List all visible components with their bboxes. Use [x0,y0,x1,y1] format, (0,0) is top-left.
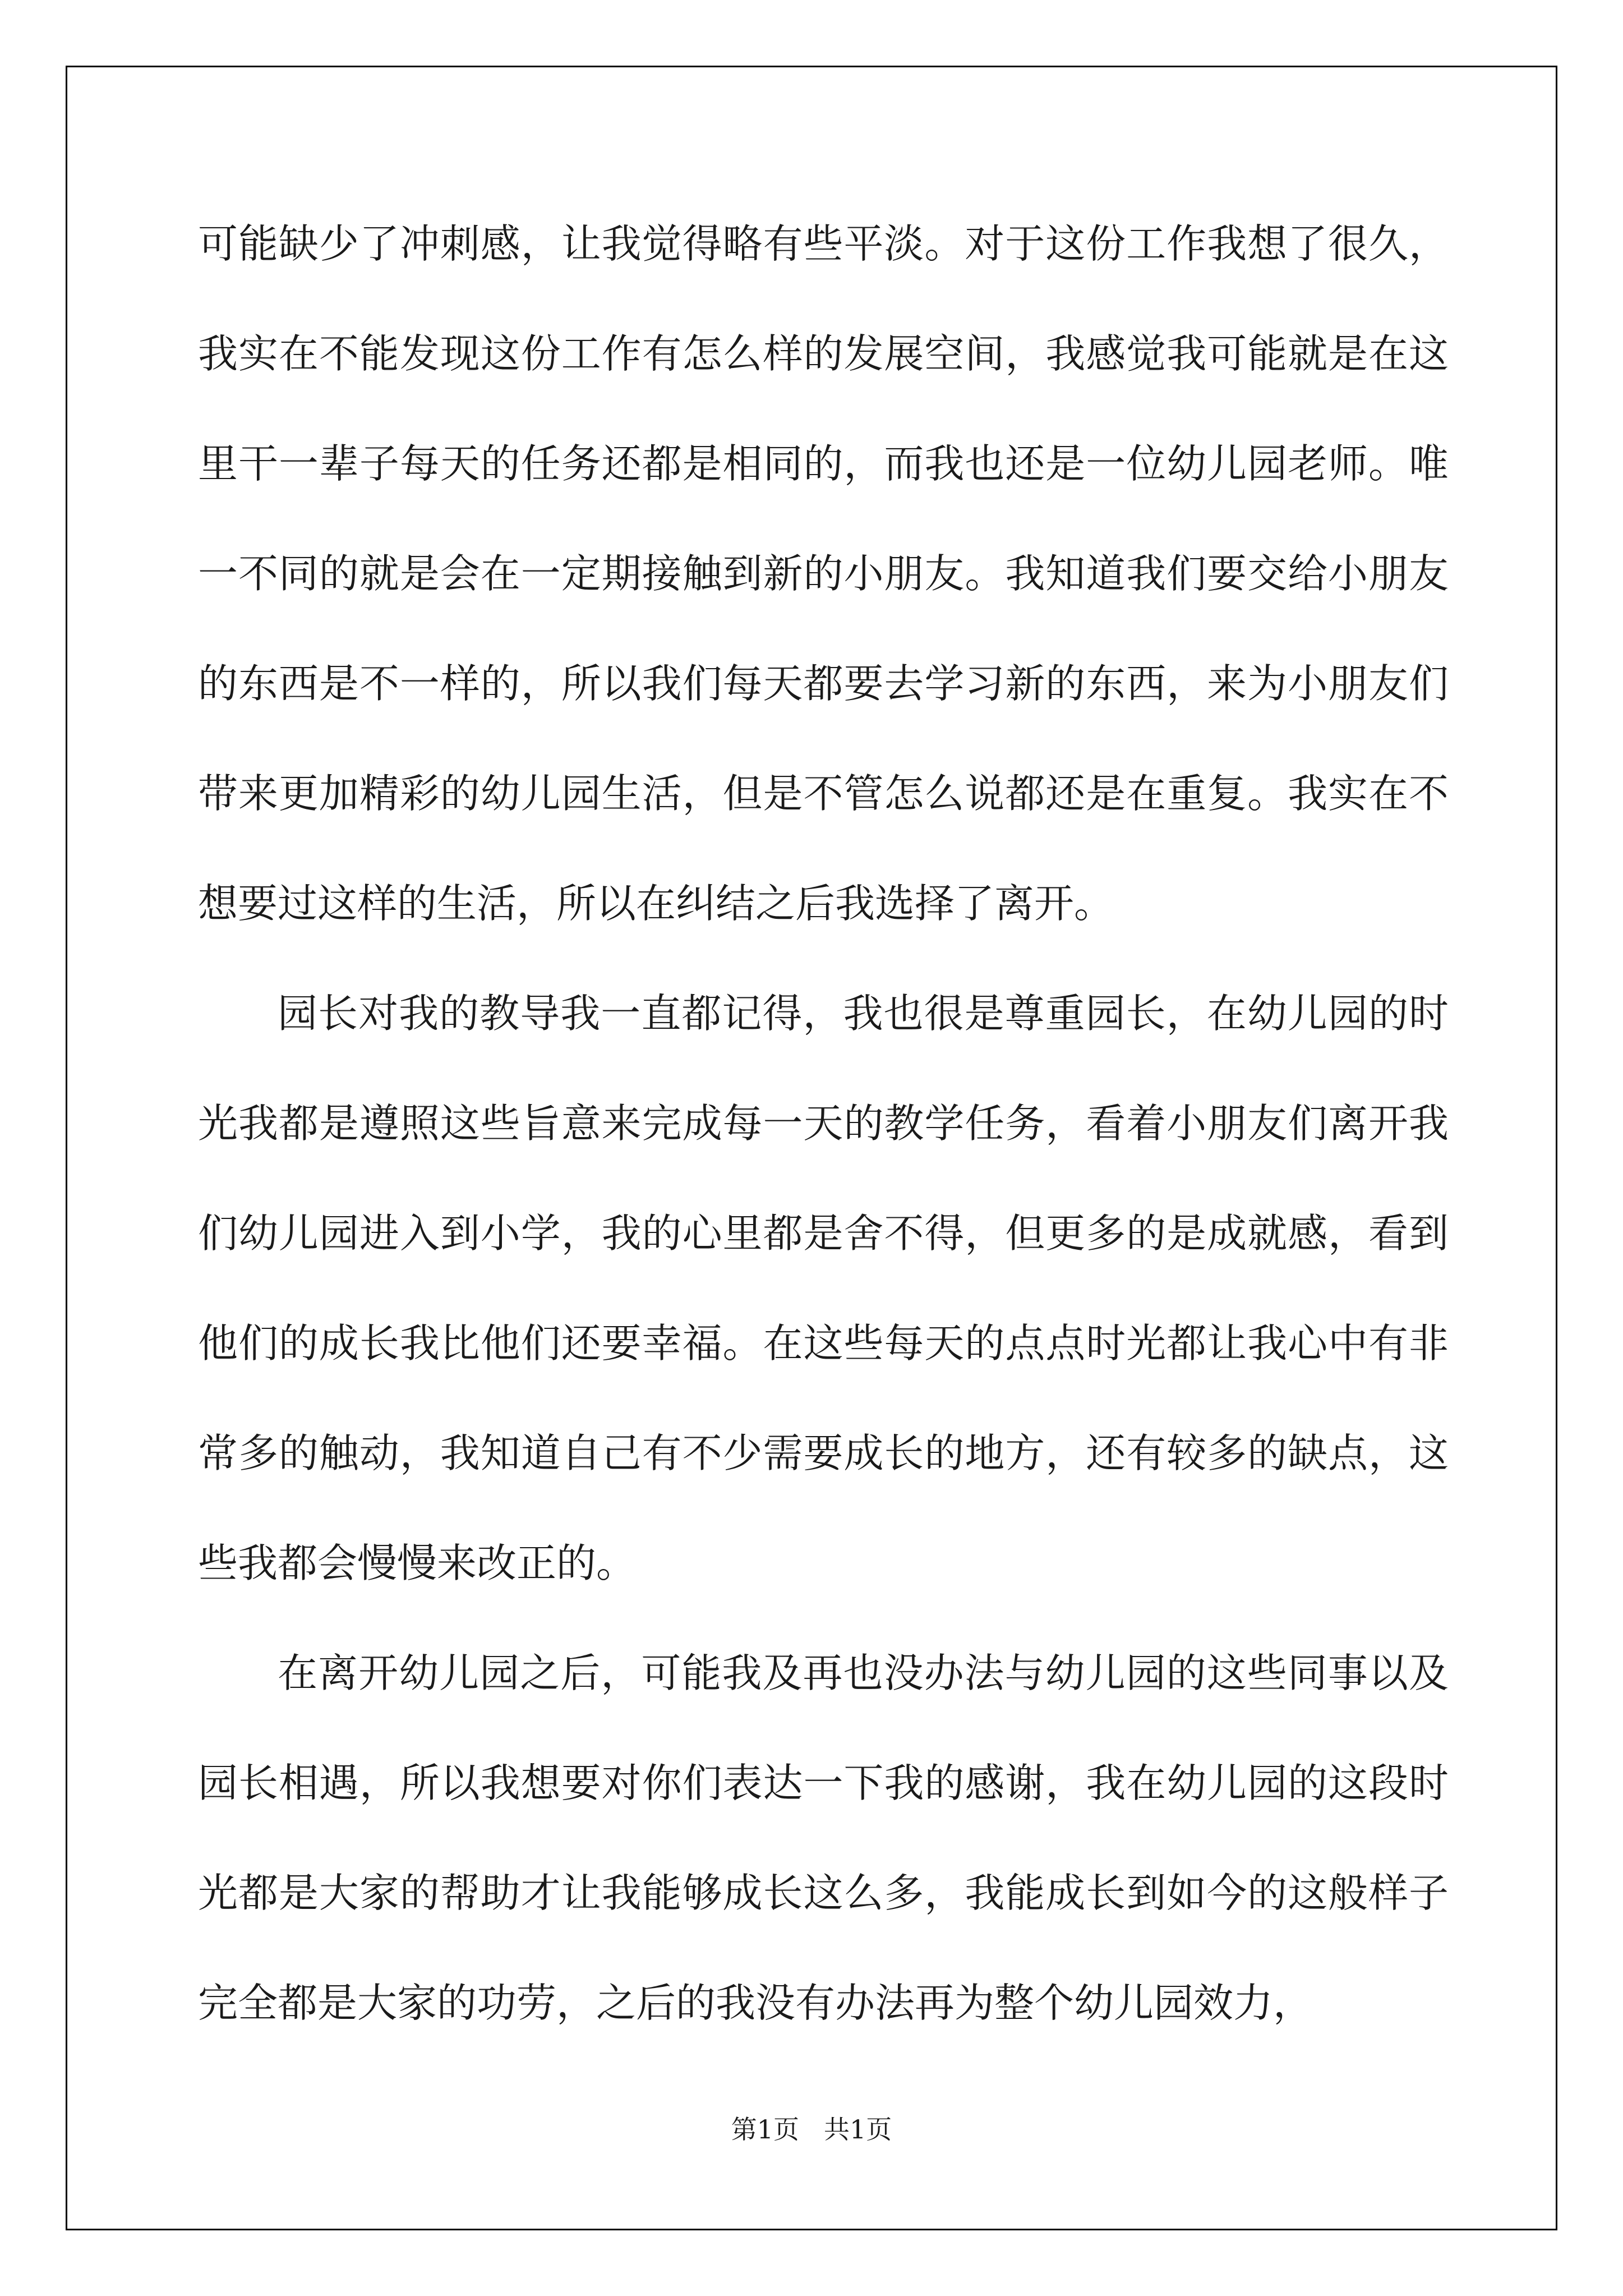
paragraph-2: 园长对我的教导我一直都记得，我也很是尊重园长，在幼儿园的时光我都是遵照这些旨意来完成每一天的教学任务，看着小朋友们离开我们幼儿园进入到小学，我的心里都是舍不得，但更多的是成就感，看到他们的成长我比他们还要幸福。在这些每天的点点时光都让我心中有非常多的触动，我知道自己有不少需要成长的地方，还有较多的缺点，这些我都会慢慢来改正的。 [198,990,1449,1586]
document-body [198,189,1449,2058]
page-footer [0,2109,1623,2146]
page-number-total: 共1页 [824,2114,892,2145]
paragraph-3: 在离开幼儿园之后，可能我及再也没办法与幼儿园的这些同事以及园长相遇，所以我想要对你们表达一下我的感谢，我在幼儿园的这段时光都是大家的帮助才让我能够成长这么多，我能成长到如今的这般样子完全都是大家的功劳，之后的我没有办法再为整个幼儿园效力， [198,1650,1449,2026]
paragraph-1: 可能缺少了冲刺感，让我觉得略有些平淡。对于这份工作我想了很久，我实在不能发现这份工作有怎么样的发展空间，我感觉我可能就是在这里干一辈子每天的任务还都是相同的，而我也还是一位幼儿园老师。唯一不同的就是会在一定期接触到新的小朋友。我知道我们要交给小朋友的东西是不一样的，所以我们每天都要去学习新的东西，来为小朋友们带来更加精彩的幼儿园生活，但是不管怎么说都还是在重复。我实在不想要过这样的生活，所以在纠结之后我选择了离开。 [198,220,1449,927]
page-number-current: 第1页 [731,2114,799,2145]
